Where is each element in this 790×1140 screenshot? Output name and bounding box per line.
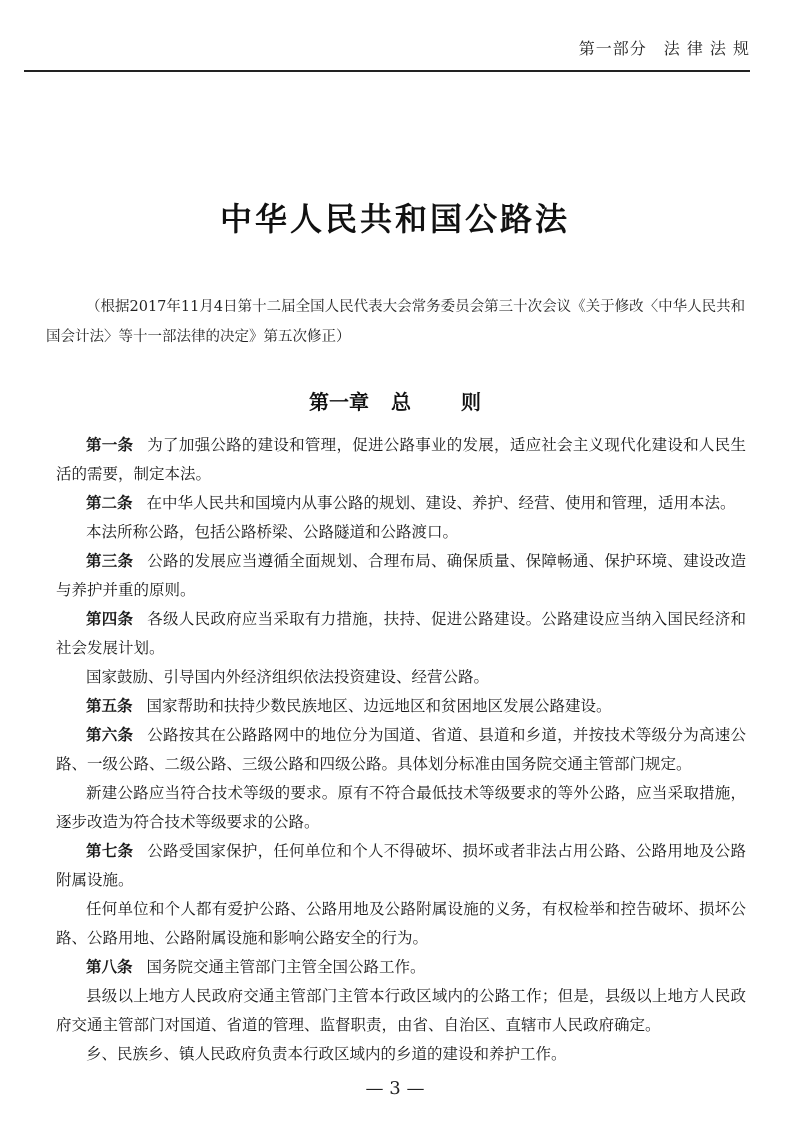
paragraph-text: 公路的发展应当遵循全面规划、合理布局、确保质量、保障畅通、保护环境、建设改造与养护并重的原则。 <box>56 552 746 599</box>
page-number: — 3 — <box>365 1078 425 1099</box>
chapter-heading <box>0 386 790 415</box>
article-label: 第二条 <box>86 494 133 512</box>
paragraph-text: 县级以上地方人民政府交通主管部门主管本行政区域内的公路工作；但是，县级以上地方人民政府交通主管部门对国道、省道的管理、监督职责，由省、自治区、直辖市人民政府确定。 <box>56 987 746 1034</box>
paragraph-5 <box>56 605 746 663</box>
paragraph-text: 在中华人民共和国境内从事公路的规划、建设、养护、经营、使用和管理，适用本法。 <box>146 494 736 512</box>
page-title: 中华人民共和国公路法 <box>219 200 570 238</box>
paragraph-text: 新建公路应当符合技术等级的要求。原有不符合最低技术等级要求的等外公路，应当采取措施，逐步改造为符合技术等级要求的公路。 <box>56 784 746 831</box>
paragraph-text: 公路受国家保护，任何单位和个人不得破坏、损坏或者非法占用公路、公路用地及公路附属设施。 <box>56 842 746 889</box>
running-header <box>24 30 750 72</box>
paragraph-text: 各级人民政府应当采取有力措施，扶持、促进公路建设。公路建设应当纳入国民经济和社会发展计划。 <box>56 610 746 657</box>
paragraph-6 <box>56 663 746 692</box>
paragraph-1 <box>56 431 746 489</box>
chapter-title-part2: 则 <box>461 390 481 414</box>
chapter-title-part1: 总 <box>391 390 411 414</box>
paragraph-4 <box>56 547 746 605</box>
paragraph-text: 乡、民族乡、镇人民政府负责本行政区域内的乡道的建设和养护工作。 <box>86 1045 567 1063</box>
paragraph-13 <box>56 982 746 1040</box>
paragraph-2 <box>56 489 746 518</box>
article-label: 第四条 <box>86 610 134 628</box>
paragraph-9 <box>56 779 746 837</box>
paragraph-text: 国务院交通主管部门主管全国公路工作。 <box>146 958 426 976</box>
article-label: 第五条 <box>86 697 133 715</box>
paragraph-text: 公路按其在公路路网中的地位分为国道、省道、县道和乡道，并按技术等级分为高速公路、一级公路、二级公路、三级公路和四级公路。具体划分标准由国务院交通主管部门规定。 <box>56 726 746 773</box>
chapter-number: 第一章 <box>309 390 369 414</box>
paragraph-text: 任何单位和个人都有爱护公路、公路用地及公路附属设施的义务，有权检举和控告破坏、损坏公路、公路用地、公路附属设施和影响公路安全的行为。 <box>56 900 746 947</box>
paragraph-text: 国家帮助和扶持少数民族地区、边远地区和贫困地区发展公路建设。 <box>146 697 612 715</box>
article-label: 第七条 <box>86 842 134 860</box>
paragraph-8 <box>56 721 746 779</box>
paragraph-text: 本法所称公路，包括公路桥梁、公路隧道和公路渡口。 <box>86 523 459 541</box>
article-label: 第八条 <box>86 958 133 976</box>
paragraph-10 <box>56 837 746 895</box>
paragraph-12 <box>56 953 746 982</box>
paragraph-text: 为了加强公路的建设和管理，促进公路事业的发展，适应社会主义现代化建设和人民生活的需要，制定本法。 <box>56 436 746 483</box>
article-label: 第一条 <box>86 436 134 454</box>
paragraph-11 <box>56 895 746 953</box>
document-body <box>56 431 746 1069</box>
paragraph-text: 国家鼓励、引导国内外经济组织依法投资建设、经营公路。 <box>86 668 490 686</box>
article-label: 第六条 <box>86 726 134 744</box>
paragraph-3 <box>56 518 746 547</box>
article-label: 第三条 <box>86 552 134 570</box>
paragraph-14 <box>56 1040 746 1069</box>
running-header-text: 第一部分 法 律 法 规 <box>578 39 750 58</box>
paragraph-7 <box>56 692 746 721</box>
amendment-note: （根据2017年11月4日第十二届全国人民代表大会常务委员会第三十次会议《关于修改〈中华人民共和国会计法〉等十一部法律的决定》第五次修正） <box>46 299 746 345</box>
